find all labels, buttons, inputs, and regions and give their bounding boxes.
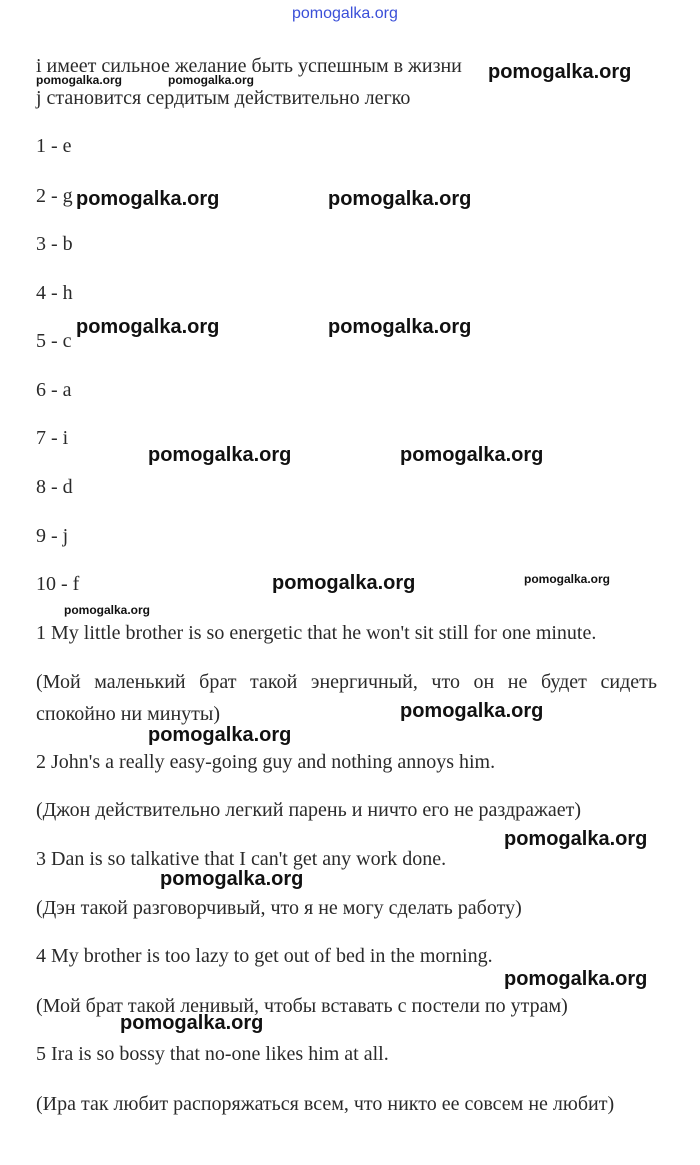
watermark-small: pomogalka.org [64, 603, 151, 617]
watermark-small: pomogalka.org [524, 572, 611, 586]
watermark: pomogalka.org [400, 700, 544, 722]
sentence-4-english: 4 My brother is too lazy to get out of bed in the morning. [36, 945, 493, 967]
sentence-1-russian-line2: спокойно ни минуты) [36, 703, 220, 725]
watermark: pomogalka.org [160, 868, 304, 890]
watermark-small: pomogalka.org [36, 73, 123, 87]
watermark: pomogalka.org [272, 572, 416, 594]
watermark: pomogalka.org [400, 444, 544, 466]
definition-j: j становится сердитым действительно легко [36, 87, 411, 109]
watermark: pomogalka.org [504, 828, 648, 850]
answer-7: 7 - i [36, 427, 69, 449]
answer-2: 2 - g [36, 185, 73, 207]
watermark: pomogalka.org [120, 1012, 264, 1034]
watermark: pomogalka.org [328, 188, 472, 210]
sentence-1-english: 1 My little brother is so energetic that he won't sit still for one minute. [36, 622, 597, 644]
watermark-small: pomogalka.org [168, 73, 255, 87]
watermark: pomogalka.org [488, 61, 632, 83]
sentence-1-russian-line1: (Мой маленький брат такой энергичный, что он не будет сидеть [36, 671, 657, 693]
answer-3: 3 - b [36, 233, 73, 255]
definition-i: i имеет сильное желание быть успешным в жизни [36, 55, 462, 77]
answer-5: 5 - c [36, 330, 72, 352]
watermark: pomogalka.org [76, 188, 220, 210]
watermark: pomogalka.org [504, 968, 648, 990]
watermark: pomogalka.org [148, 724, 292, 746]
sentence-2-russian: (Джон действительно легкий парень и ничто его не раздражает) [36, 799, 581, 821]
sentence-4-russian: (Мой брат такой ленивый, чтобы вставать с постели по утрам) [36, 995, 568, 1017]
sentence-5-english: 5 Ira is so bossy that no-one likes him at all. [36, 1043, 389, 1065]
answer-4: 4 - h [36, 282, 73, 304]
site-header[interactable]: pomogalka.org [292, 5, 398, 22]
watermark: pomogalka.org [328, 316, 472, 338]
sentence-5-russian: (Ира так любит распоряжаться всем, что никто ее совсем не любит) [36, 1093, 615, 1115]
answer-1: 1 - e [36, 135, 72, 157]
answer-6: 6 - a [36, 379, 72, 401]
sentence-2-english: 2 John's a really easy-going guy and nothing annoys him. [36, 751, 496, 773]
sentence-3-russian: (Дэн такой разговорчивый, что я не могу сделать работу) [36, 897, 522, 919]
watermark: pomogalka.org [76, 316, 220, 338]
watermark: pomogalka.org [148, 444, 292, 466]
answer-8: 8 - d [36, 476, 73, 498]
answer-9: 9 - j [36, 525, 69, 547]
answer-10: 10 - f [36, 573, 80, 595]
sentence-3-english: 3 Dan is so talkative that I can't get any work done. [36, 848, 447, 870]
